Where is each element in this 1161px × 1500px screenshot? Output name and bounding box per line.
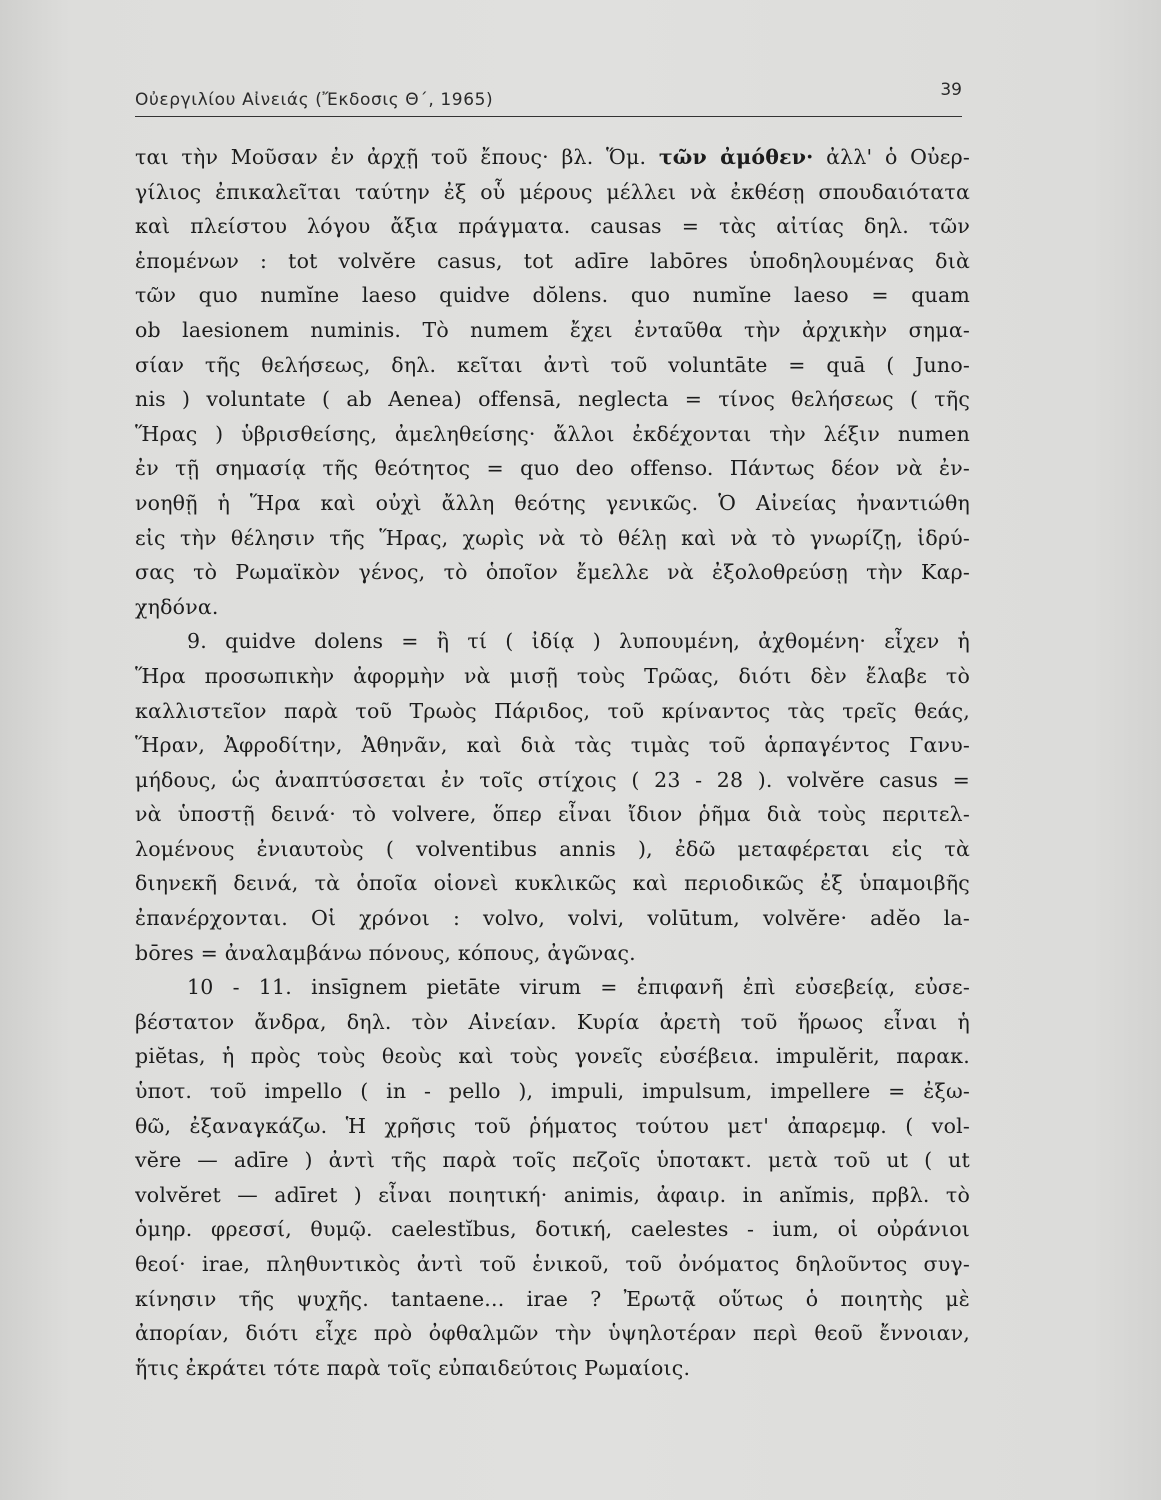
text-line: γίλιος ἐπικαλεῖται ταύτην ἐξ οὗ μέρους μέλλει νὰ ἐκθέσῃ σπουδαιότατα xyxy=(135,179,970,204)
text-line: θῶ, ἐξαναγκάζω. Ἡ χρῆσις τοῦ ῥήματος τούτου μετ' ἀπαρεμφ. ( vol- xyxy=(135,1113,970,1138)
paragraph-10-11-start: 10 - 11. insīgnem pietāte virum = ἐπιφανῆ ἐπὶ εὐσεβείᾳ, εὐσε- xyxy=(187,975,970,1000)
text-line: volvĕret — adīret ) εἶναι ποιητική· animis, ἀφαιρ. in anĭmis, πρβλ. τὸ xyxy=(135,1182,970,1207)
text-line: θεοί· irae, πληθυντικὸς ἀντὶ τοῦ ἑνικοῦ, τοῦ ὀνόματος δηλοῦντος συγ- xyxy=(135,1252,970,1276)
text-line-1 xyxy=(135,140,970,175)
body-text xyxy=(135,140,970,1385)
page-header xyxy=(135,74,962,114)
text-line: piĕtas, ἡ πρὸς τοὺς θεοὺς καὶ τοὺς γονεῖς εὐσέβεια. impulĕrit, παρακ. xyxy=(135,1044,970,1069)
text-line: Ἥρα προσωπικὴν ἀφορμὴν νὰ μισῇ τοὺς Τρῶας, διότι δὲν ἔλαβε τὸ xyxy=(135,663,970,688)
page-number: 39 xyxy=(940,80,962,100)
text-line: ob laesionem numinis. Τὸ numem ἔχει ἐνταῦθα τὴν ἀρχικὴν σημα- xyxy=(135,317,970,342)
text-line: καὶ πλείστου λόγου ἄξια πράγματα. causas = τὰς αἰτίας δηλ. τῶν xyxy=(135,214,970,239)
text-line: Ἥραν, Ἀφροδίτην, Ἀθηνᾶν, καὶ διὰ τὰς τιμὰς τοῦ ἁρπαγέντος Γανυ- xyxy=(135,733,970,758)
text-line: Ἥρας ) ὑβρισθείσης, ἀμεληθείσης· ἄλλοι ἐκδέχονται τὴν λέξιν numen xyxy=(135,421,970,446)
text-line: ὁμηρ. φρεσσί, θυμῷ. caelestĭbus, δοτική, caelestes - ium, οἱ οὐράνιοι xyxy=(135,1217,970,1242)
text-line: ἥτις ἐκράτει τότε παρὰ τοῖς εὐπαιδεύτοις Ρωμαίοις. xyxy=(135,1355,691,1380)
text-line: σας τὸ Ρωμαϊκὸν γένος, τὸ ὁποῖον ἔμελλε νὰ ἐξολοθρεύσῃ τὴν Καρ- xyxy=(135,560,970,585)
text-line: σίαν τῆς θελήσεως, δηλ. κεῖται ἀντὶ τοῦ voluntāte = quā ( Juno- xyxy=(135,352,970,377)
running-title: Οὐεργιλίου Αἰνειάς (Ἔκδοσις Θ΄, 1965) xyxy=(135,90,494,110)
text-line: ἑπομένων : tot volvĕre casus, tot adīre labōres ὑποδηλουμένας διὰ xyxy=(135,248,970,273)
text-line: εἰς τὴν θέλησιν τῆς Ἥρας, χωρὶς νὰ τὸ θέλῃ καὶ νὰ τὸ γνωρίζῃ, ἱδρύ- xyxy=(135,525,970,550)
text-line: ἐν τῇ σημασίᾳ τῆς θεότητος = quo deo offenso. Πάντως δέον νὰ ἐν- xyxy=(135,456,970,481)
text-line: bōres = ἀναλαμβάνω πόνους, κόπους, ἀγῶνας. xyxy=(135,940,636,965)
bold-phrase: τῶν ἀμόθεν· xyxy=(658,145,814,169)
text-line: vĕre — adīre ) ἀντὶ τῆς παρὰ τοῖς πεζοῖς ὑποτακτ. μετὰ τοῦ ut ( ut xyxy=(135,1148,970,1173)
text-line: βέστατον ἄνδρα, δηλ. τὸν Αἰνείαν. Κυρία ἀρετὴ τοῦ ἥρωος εἶναι ἡ xyxy=(135,1009,970,1034)
paragraph-9-start: 9. quidve dolens = ἢ τί ( ἰδίᾳ ) λυπουμένη, ἀχθομένη· εἶχεν ἡ xyxy=(187,629,970,654)
text-line: μήδους, ὡς ἀναπτύσσεται ἐν τοῖς στίχοις ( 23 - 28 ). volvĕre casus = xyxy=(135,767,970,792)
text-line: διηνεκῆ δεινά, τὰ ὁποῖα οἱονεὶ κυκλικῶς καὶ περιοδικῶς ἐξ ὑπαμοιβῆς xyxy=(135,871,970,896)
text-line: ἀπορίαν, διότι εἶχε πρὸ ὀφθαλμῶν τὴν ὑψηλοτέραν περὶ θεοῦ ἔννοιαν, xyxy=(135,1321,970,1346)
text-line-1-end: ἀλλ' ὁ Οὐερ- xyxy=(813,145,970,169)
text-line: nis ) voluntate ( ab Aenea) offensā, neglecta = τίνος θελήσεως ( τῆς xyxy=(135,387,970,412)
text-line: λομένους ἐνιαυτοὺς ( volventibus annis ), ἐδῶ μεταφέρεται εἰς τὰ xyxy=(135,836,970,861)
header-rule xyxy=(135,116,962,117)
text-line: ὑποτ. τοῦ impello ( in - pello ), impuli, impulsum, impellere = ἐξω- xyxy=(135,1079,970,1104)
text-line: ἐπανέρχονται. Οἱ χρόνοι : volvo, volvi, volūtum, volvĕre· adĕo la- xyxy=(135,906,970,931)
text-line: τῶν quo numĭne laeso quidve dŏlens. quo numĭne laeso = quam xyxy=(135,283,970,308)
text-line: χηδόνα. xyxy=(135,594,219,619)
text-line: καλλιστεῖον παρὰ τοῦ Τρωὸς Πάριδος, τοῦ κρίναντος τὰς τρεῖς θεάς, xyxy=(135,698,970,723)
text-line-1-start: ται τὴν Μοῦσαν ἐν ἀρχῇ τοῦ ἔπους· βλ. Ὅμ. xyxy=(135,145,659,169)
text-line: νὰ ὑποστῇ δεινά· τὸ volvere, ὅπερ εἶναι ἴδιον ῥῆμα διὰ τοὺς περιτελ- xyxy=(135,802,970,827)
text-line: κίνησιν τῆς ψυχῆς. tantaene... irae ? Ἐρωτᾷ οὕτως ὁ ποιητὴς μὲ xyxy=(135,1286,970,1311)
text-line: νοηθῇ ἡ Ἥρα καὶ οὐχὶ ἄλλη θεότης γενικῶς. Ὁ Αἰνείας ἠναντιώθη xyxy=(135,490,970,515)
